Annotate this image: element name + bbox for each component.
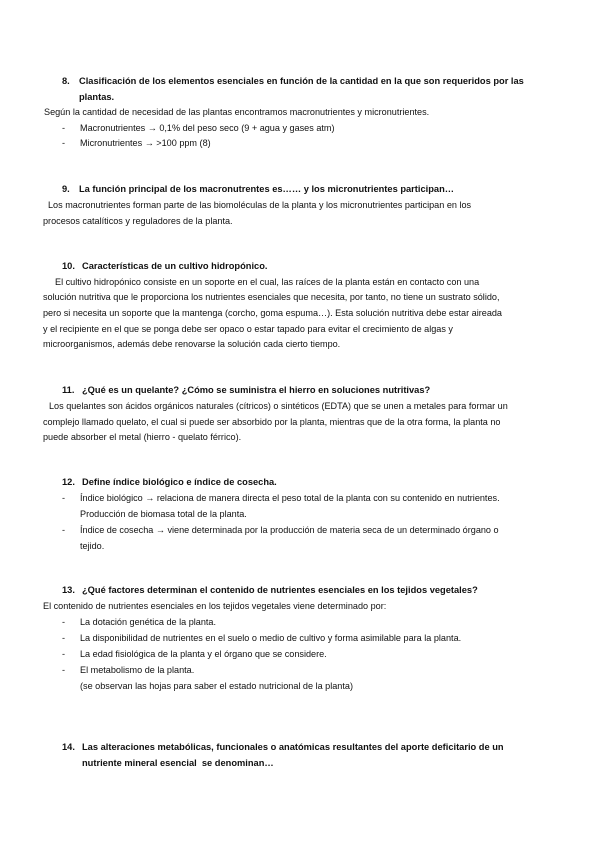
question-title-line: La función principal de los macronutrentes es…… y los micronutrientes participan… <box>79 184 455 194</box>
bullet-item: La dotación genética de la planta. <box>80 617 217 627</box>
bullet-dash: - <box>62 665 66 675</box>
bullet-dash: - <box>62 493 66 503</box>
answer-line: y el recipiente en el que se ponga debe ser opaco o estar tapado para evitar el crecimiento de algas y <box>43 324 453 334</box>
bullet-item-cont: tejido. <box>80 541 105 551</box>
bullet-dash: - <box>62 138 66 148</box>
bullet-dash: - <box>62 123 66 133</box>
intro-text: Según la cantidad de necesidad de las plantas encontramos macronutrientes y micronutrientes. <box>44 107 430 117</box>
bullet-item: El metabolismo de la planta. <box>80 665 195 675</box>
bullet-dash: - <box>62 633 66 643</box>
bullet-item-cont: Producción de biomasa total de la planta. <box>80 509 247 519</box>
answer-line: Los macronutrientes forman parte de las biomoléculas de la planta y los micronutrientes participan en los <box>48 200 472 210</box>
bullet-item: La edad fisiológica de la planta y el órgano que se considere. <box>80 649 327 659</box>
question-number: 13. <box>62 585 75 595</box>
question-title-line: Las alteraciones metabólicas, funcionales o anatómicas resultantes del aporte deficitario de un <box>82 742 504 752</box>
answer-line: procesos catalíticos y reguladores de la planta. <box>43 216 233 226</box>
bullet-item: Micronutrientes → >100 ppm (8) <box>80 138 211 148</box>
bullet-dash: - <box>62 525 66 535</box>
bullet-dash: - <box>62 617 66 627</box>
bullet-item: Índice biológico → relaciona de manera directa el peso total de la planta con su contenido en nutrientes. <box>80 493 500 503</box>
question-title-line: Clasificación de los elementos esenciales en función de la cantidad en la que son requeridos por las <box>79 76 524 86</box>
question-title-line: Define índice biológico e índice de cosecha. <box>82 477 277 487</box>
bullet-item: Índice de cosecha → viene determinada por la producción de materia seca de un determinado órgano o <box>80 525 499 535</box>
answer-line: solución nutritiva que le proporciona los nutrientes esenciales que necesita, por tanto, no tiene un sustrato sólido, <box>43 292 500 302</box>
question-title-line: ¿Qué es un quelante? ¿Cómo se suministra el hierro en soluciones nutritivas? <box>82 385 431 395</box>
answer-line: El cultivo hidropónico consiste en un soporte en el cual, las raíces de la planta están en contacto con una <box>55 277 480 287</box>
answer-line: pero si necesita un soporte que la mantenga (corcho, goma espuma…). Esta solución nutritiva debe estar aireada <box>43 308 502 318</box>
bullet-item: La disponibilidad de nutrientes en el suelo o medio de cultivo y forma asimilable para la planta. <box>80 633 462 643</box>
answer-line: complejo llamado quelato, el cual si puede ser absorbido por la planta, mientras que de la otra forma, la planta no <box>43 417 501 427</box>
bullet-item: Macronutrientes → 0,1% del peso seco (9 + agua y gases atm) <box>80 123 335 133</box>
question-title-line: nutriente mineral esencial se denominan… <box>82 758 274 768</box>
question-number: 8. <box>62 76 70 86</box>
question-title <box>62 740 504 818</box>
question-number: 11. <box>62 385 75 395</box>
question-title-line: plantas. <box>79 92 115 102</box>
question-number: 9. <box>62 184 70 194</box>
answer-line: Los quelantes son ácidos orgánicos naturales (cítricos) o sintéticos (EDTA) que se unen a metales para formar un <box>49 401 508 411</box>
answer-line: microorganismos, además debe renovarse la solución cada cierto tiempo. <box>43 339 341 349</box>
question-number: 12. <box>62 477 75 487</box>
intro-text: El contenido de nutrientes esenciales en los tejidos vegetales viene determinado por: <box>43 601 387 611</box>
bullet-item-cont: (se observan las hojas para saber el estado nutricional de la planta) <box>80 681 353 691</box>
answer-line: puede absorber el metal (hierro - quelato férrico). <box>43 432 242 442</box>
question-title-line: Características de un cultivo hidropónico. <box>82 261 268 271</box>
question-title-line: ¿Qué factores determinan el contenido de nutrientes esenciales en los tejidos vegetales? <box>82 585 478 595</box>
question-number: 14. <box>62 742 75 752</box>
question-number: 10. <box>62 261 75 271</box>
bullet-dash: - <box>62 649 66 659</box>
